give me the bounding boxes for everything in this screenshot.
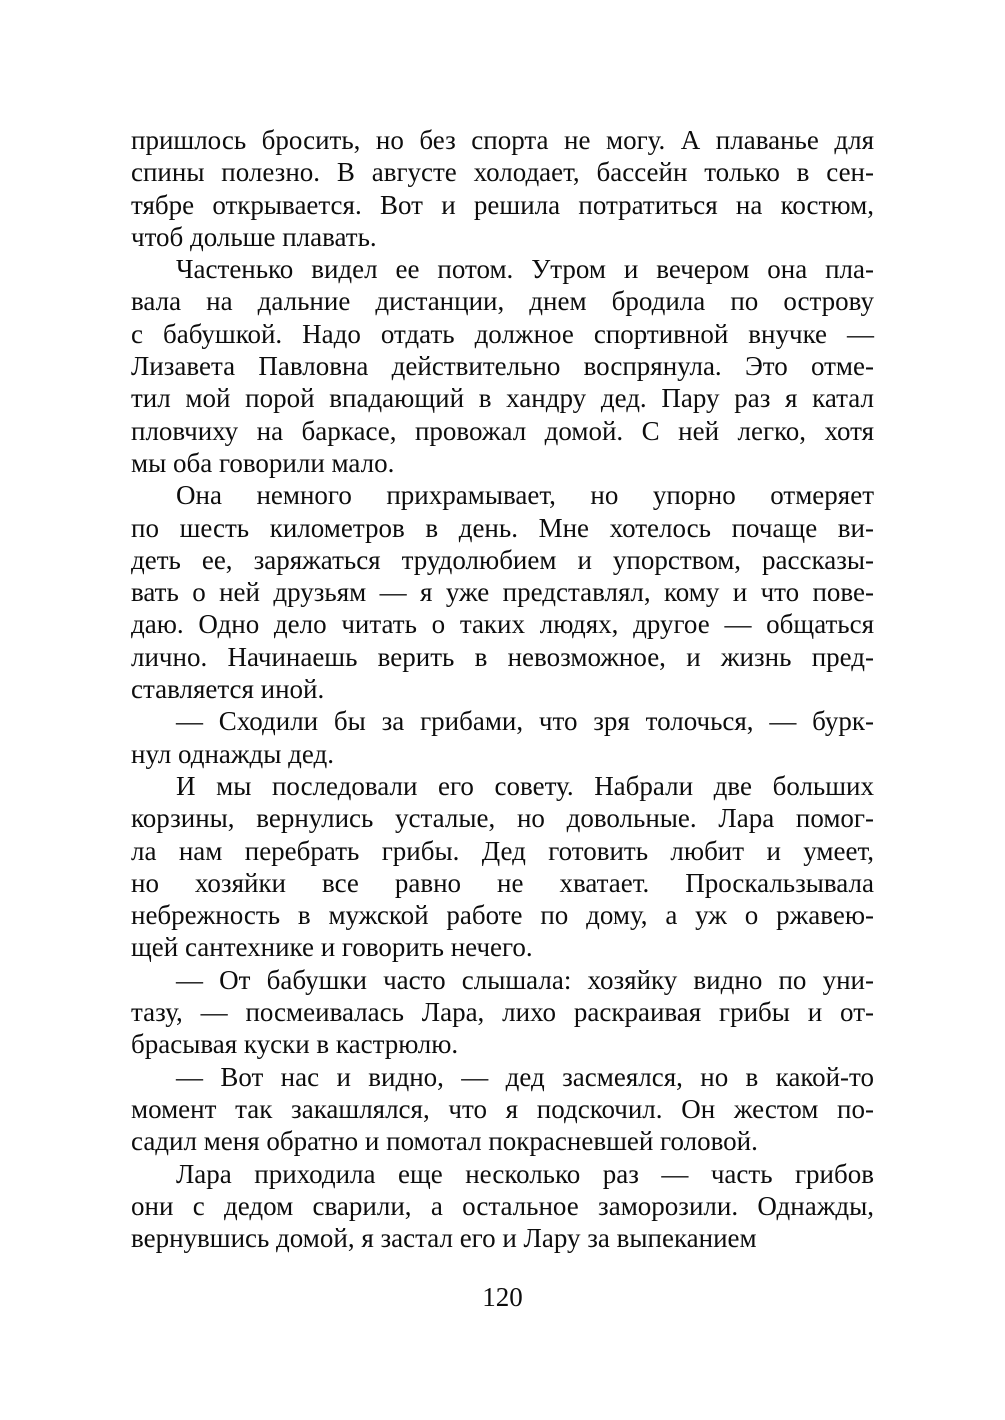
paragraph (131, 705, 874, 770)
paragraph (131, 124, 874, 253)
text-line: Лизавета Павловна действительно воспрянула. Это отме- (131, 351, 874, 382)
text-line: тябре открывается. Вот и решила потратиться на костюм, (131, 189, 874, 220)
text-line: щей сантехнике и говорить нечего. (131, 932, 533, 963)
text-line: — От бабушки часто слышала: хозяйку видно по уни- (176, 964, 874, 995)
text-line: корзины, вернулись усталые, но довольные. Лара помог- (131, 803, 874, 834)
text-line: нул однажды дед. (131, 738, 335, 769)
page-number: 120 (482, 1282, 523, 1312)
text-line: Частенько видел ее потом. Утром и вечером она пла- (176, 254, 874, 285)
text-line: пришлось бросить, но без спорта не могу. А плаванье для (131, 125, 874, 155)
text-line: вать о ней друзьям — я уже представлял, кому и что пове- (131, 577, 874, 608)
text-line: по шесть километров в день. Мне хотелось почаще ви- (131, 512, 874, 543)
text-line: брасывая куски в кастрюлю. (131, 1029, 459, 1060)
text-line: момент так закашлялся, что я подскочил. Он жестом по- (131, 1093, 874, 1124)
text-line: ставляется иной. (131, 674, 325, 705)
paragraph (131, 770, 874, 964)
text-line: даю. Одно дело читать о таких людях, другое — общаться (131, 609, 874, 640)
text-line: садил меня обратно и помотал покрасневшей головой. (131, 1126, 758, 1157)
paragraph (131, 964, 874, 1061)
text-line: вернувшись домой, я застал его и Лару за выпеканием (131, 1223, 757, 1254)
text-line: но хозяйки все равно не хватает. Проскальзывала (131, 867, 874, 898)
paragraph (131, 479, 874, 705)
paragraph (131, 1061, 874, 1158)
text-line: спины полезно. В августе холодает, бассейн только в сен- (131, 157, 874, 188)
text-line: И мы последовали его совету. Набрали две больших (176, 770, 874, 801)
text-line: — Вот нас и видно, — дед засмеялся, но в какой-то (176, 1061, 874, 1092)
text-line: пловчиху на баркасе, провожал домой. С ней легко, хотя (131, 415, 874, 446)
text-block (131, 124, 874, 1254)
text-line: — Сходили бы за грибами, что зря толочься, — бурк- (176, 706, 874, 737)
text-line: чтоб дольше плавать. (131, 221, 377, 252)
text-line: мы оба говорили мало. (131, 447, 395, 478)
text-line: небрежность в мужской работе по дому, а уж о ржавею- (131, 900, 874, 931)
text-line: лично. Начинаешь верить в невозможное, и жизнь пред- (131, 641, 874, 672)
paragraph (131, 1158, 874, 1255)
text-line: деть ее, заряжаться трудолюбием и упорством, рассказы- (131, 544, 874, 575)
text-line: Она немного прихрамывает, но упорно отмеряет (176, 480, 874, 511)
text-line: Лара приходила еще несколько раз — часть грибов (176, 1158, 874, 1189)
text-line: ла нам перебрать грибы. Дед готовить любит и умеет, (131, 835, 874, 866)
text-line: они с дедом сварили, а остальное заморозили. Однажды, (131, 1190, 874, 1221)
text-line: тил мой порой впадающий в хандру дед. Пару раз я катал (131, 383, 874, 414)
text-line: вала на дальние дистанции, днем бродила по острову (131, 286, 874, 317)
text-line: тазу, — посмеивалась Лара, лихо раскраивая грибы и от- (131, 997, 874, 1028)
text-line: с бабушкой. Надо отдать должное спортивной внучке — (131, 318, 874, 349)
paragraph (131, 253, 874, 479)
